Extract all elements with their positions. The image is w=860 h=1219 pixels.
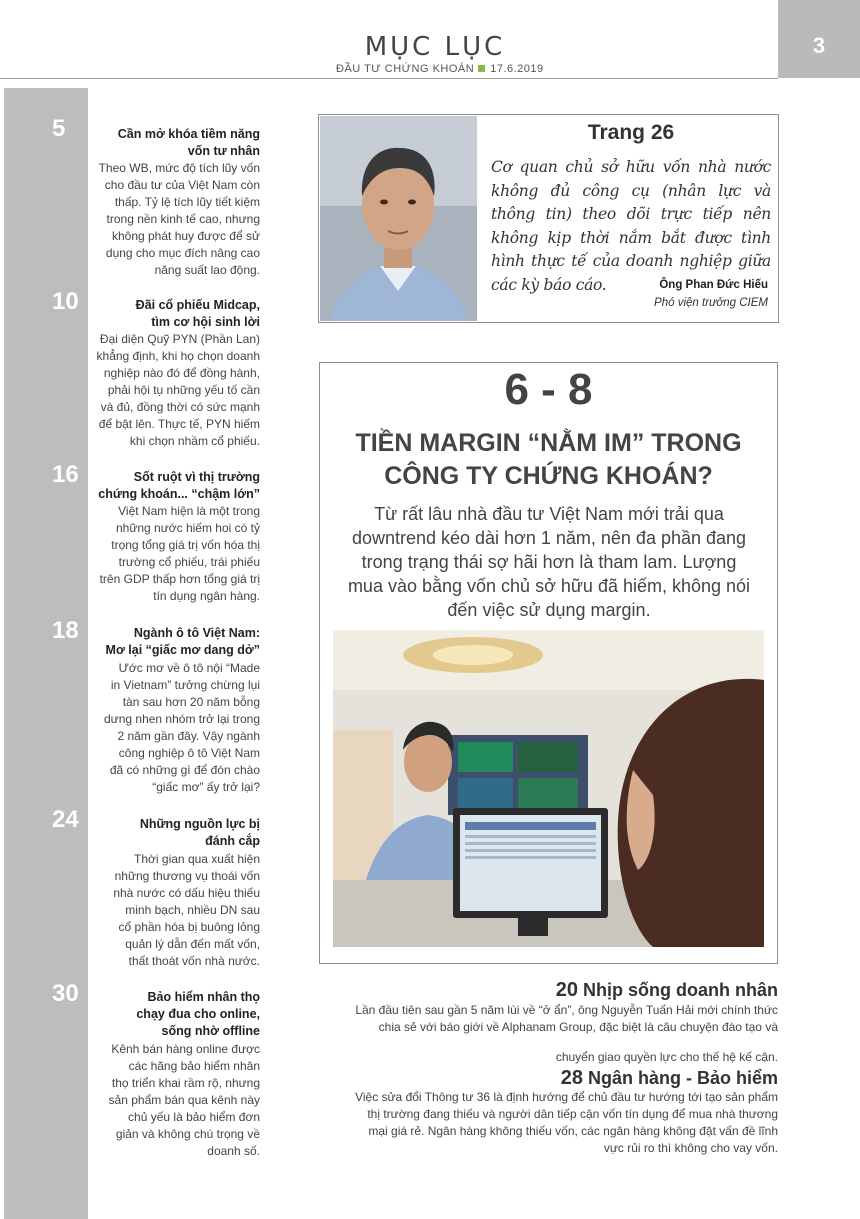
toc-page-number: 30 xyxy=(52,980,79,1007)
quote-author: Ông Phan Đức Hiếu xyxy=(659,279,768,291)
toc-entry-description: Đại diện Quỹ PYN (Phần Lan) khẳng định, khi họ chọn doanh nghiệp nào đó để đồng hành, phải hội tụ những yếu tố cần và đủ, đồng thời có sức mạnh để bật lên. Thực tế, PYN hiếm khi chọn nhầm cổ phiếu. xyxy=(96,332,260,448)
toc-entry-title: Những nguồn lực bị đánh cắp xyxy=(139,817,260,848)
quote-text: Cơ quan chủ sở hữu vốn nhà nước không đủ công cụ (nhân lực và thông tin) theo dõi trực tiếp nên không kịp thời nắm bắt được tình hình thực tế của doanh nghiệp giữa các kỳ báo cáo. xyxy=(491,158,771,294)
toc-entry-title: Ngành ô tô Việt Nam: Mơ lại “giấc mơ dang dở” xyxy=(105,626,260,657)
toc-entry-description: Kênh bán hàng online được các hãng bảo hiểm nhân thọ triển khai rầm rộ, nhưng sản phẩm bán qua kênh này chủ yếu là bảo hiểm đơn giản và không chú trọng về doanh số. xyxy=(108,1042,260,1158)
publication-line xyxy=(336,63,544,75)
quote-page-label[interactable]: Trang 26 xyxy=(587,121,675,144)
toc-page-number: 16 xyxy=(52,461,79,488)
feature-page-range: 6 - 8 xyxy=(504,365,593,414)
publication-name: ĐẦU TƯ CHỨNG KHOÁN xyxy=(336,63,475,75)
toc-entry-title: Sốt ruột vì thị trường chứng khoán... “chậm lớn” xyxy=(98,470,260,501)
toc-sidebar-strip xyxy=(4,88,88,1219)
toc-entry-title: Bảo hiểm nhân thọ chạy đua cho online, sống nhờ offline xyxy=(136,990,260,1038)
item-description: Lần đầu tiên sau gần 5 năm lùi về “ở ẩn”, ông Nguyễn Tuấn Hải mới chính thức chia sẻ với báo giới về Alphanam Group, đặc biệt là câu chuyện đào tạo và chuyển giao quyền lực cho thế hệ kế cận. xyxy=(355,1003,778,1064)
item-title: 28 Ngân hàng - Bảo hiểm xyxy=(560,1067,778,1089)
green-square-icon xyxy=(478,65,485,72)
feature-lead: Từ rất lâu nhà đầu tư Việt Nam mới trải qua downtrend kéo dài hơn 1 năm, nên đa phần đang trong trạng thái sợ hãi hơn là tham lam. Lượng mua vào bằng vốn chủ sở hữu đã hiếm, không nói đến việc sử dụng margin. xyxy=(347,504,751,620)
toc-entry-description: Ước mơ về ô tô nội “Made in Vietnam” tưởng chừng lụi tàn sau hơn 20 năm bỗng dưng nhen nhóm trở lại trong 2 năm gần đây. Vậy ngành công nghiệp ô tô Việt Nam đã có những gì để đón chào “giấc mơ” ấy trở lại? xyxy=(104,661,260,794)
toc-page-number: 5 xyxy=(52,115,66,142)
item-description: Việc sửa đổi Thông tư 36 là định hướng để chủ đầu tư hướng tới tạo sản phẩm thị trường đang thiếu và người dân tiếp cận vốn tín dụng để mua nhà thương mại giá rẻ. Ngân hàng không thiếu vốn, các ngân hàng không đặt vấn đề lĩnh vực rủi ro thì không cho vay vốn. xyxy=(355,1090,778,1155)
feature-photo xyxy=(333,630,764,947)
feature-headline: TIỀN MARGIN “NẰM IM” TRONG CÔNG TY CHỨNG KHOÁN? xyxy=(355,429,742,490)
toc-page-number: 18 xyxy=(52,617,79,644)
toc-entry-description: Theo WB, mức độ tích lũy vốn cho đầu tư của Việt Nam còn thấp. Tỷ lệ tích lũy tiết kiệm trong nền kinh tế cao, nhưng không phát huy được để sử dụng cho mục đích nâng cao năng suất lao động. xyxy=(98,161,260,277)
page-title: MỤC LỤC xyxy=(364,32,506,62)
toc-page-number: 24 xyxy=(52,806,79,833)
item-title: 20 Nhịp sống doanh nhân xyxy=(555,979,778,1001)
toc-entry-title: Đãi cổ phiếu Midcap, tìm cơ hội sinh lời xyxy=(135,298,260,329)
page-number-box xyxy=(778,0,860,78)
portrait-photo xyxy=(320,116,477,321)
toc-entry-title: Cần mở khóa tiềm năng vốn tư nhân xyxy=(117,127,260,158)
toc-entry-description: Thời gian qua xuất hiện những thương vụ thoái vốn nhà nước có dấu hiệu thiếu minh bạch, nhiều DN sau cổ phần hóa bị buông lỏng quản lý dẫn đến mất vốn, thất thoát vốn nhà nước. xyxy=(113,852,260,968)
issue-date: 17.6.2019 xyxy=(490,63,544,75)
page-number: 3 xyxy=(812,33,826,58)
toc-entry-description: Việt Nam hiện là một trong những nước hiếm hoi có tỷ trọng tổng giá trị vốn hóa thị trường cổ phiếu, trái phiếu trên GDP thấp hơn tổng giá trị tín dụng ngân hàng. xyxy=(99,504,260,603)
quote-author-role: Phó viện trưởng CIEM xyxy=(654,297,768,309)
header-divider xyxy=(0,78,778,79)
toc-page-number: 10 xyxy=(52,288,79,315)
